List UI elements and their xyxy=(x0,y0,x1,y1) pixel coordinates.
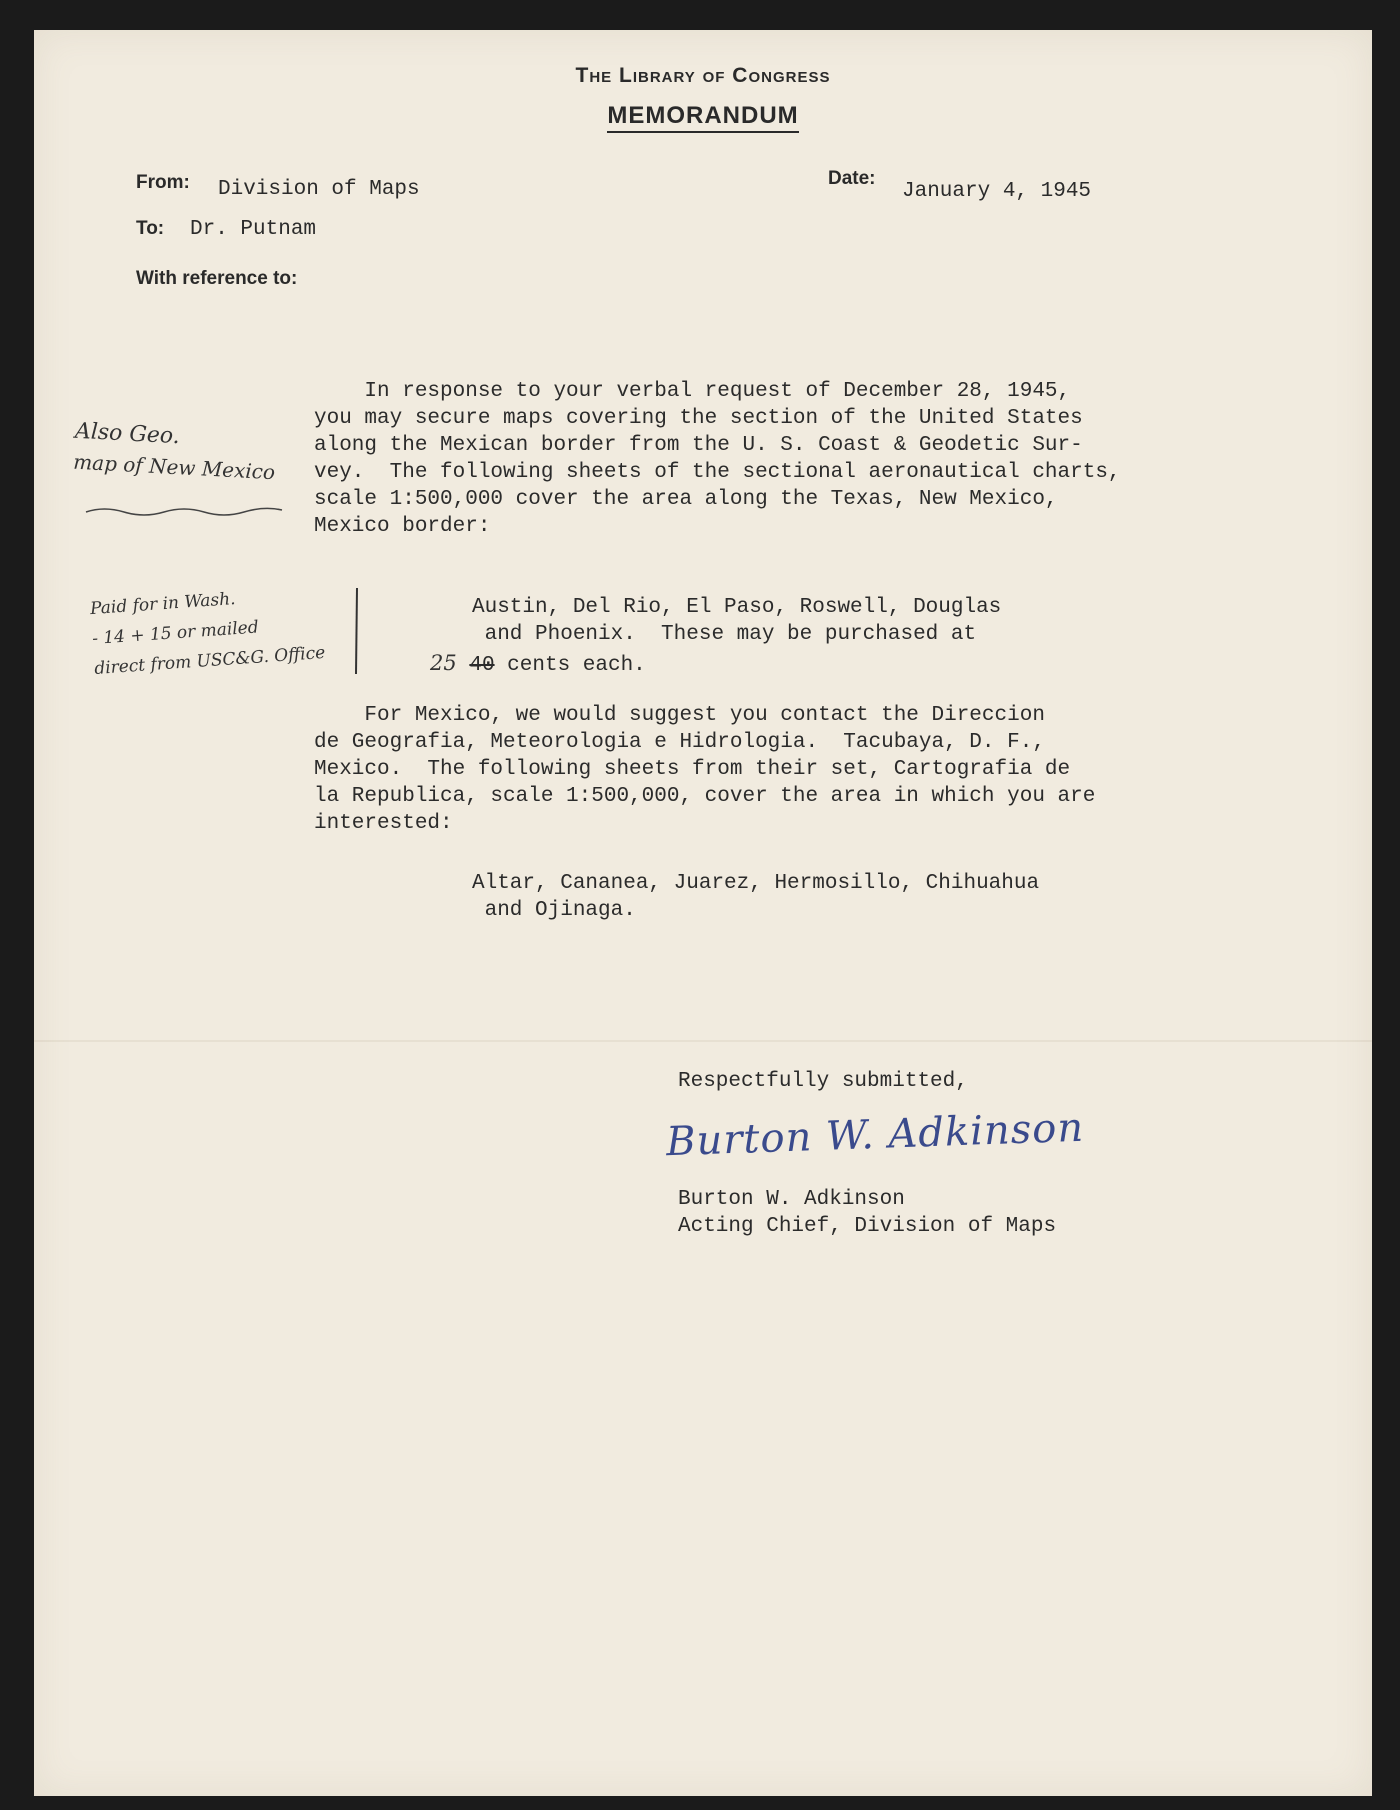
paragraph-line: la Republica, scale 1:500,000, cover the area in which you are xyxy=(314,785,1096,808)
paragraph-line: de Geografia, Meteorologia e Hidrologia. Tacubaya, D. F., xyxy=(314,731,1045,754)
institution-heading: The Library of Congress xyxy=(575,64,831,87)
squiggle-underline xyxy=(84,502,284,522)
note-line: Paid for in Wash. xyxy=(89,589,237,620)
paragraph-line: Mexico border: xyxy=(314,515,491,538)
list-line: Altar, Cananea, Juarez, Hermosillo, Chihuahua xyxy=(472,872,1040,895)
list-line: and Ojinaga. xyxy=(472,899,636,922)
list-line: and Phoenix. These may be purchased at xyxy=(472,623,977,646)
paragraph-line: along the Mexican border from the U. S. Coast & Geodetic Sur- xyxy=(314,434,1083,457)
memo-page xyxy=(34,30,1372,1796)
note-line: map of New Mexico xyxy=(72,449,276,485)
paragraph-line: scale 1:500,000 cover the area along the Texas, New Mexico, xyxy=(314,488,1058,511)
note-line: direct from USC&G. Office xyxy=(93,642,326,679)
closing-salutation: Respectfully submitted, xyxy=(678,1070,968,1093)
date-value: January 4, 1945 xyxy=(902,180,1092,203)
price-tail: cents each. xyxy=(494,654,646,677)
date-label: Date: xyxy=(828,168,876,189)
memorandum-title-text: MEMORANDUM xyxy=(607,102,798,133)
price-line xyxy=(430,648,646,679)
to-label: To: xyxy=(136,218,165,239)
paragraph-line: vey. The following sheets of the sectional aeronautical charts, xyxy=(314,461,1121,484)
from-label: From: xyxy=(136,172,190,193)
signer-title: Acting Chief, Division of Maps xyxy=(678,1215,1057,1238)
list-line: Austin, Del Rio, El Paso, Roswell, Douglas xyxy=(472,596,1002,619)
from-value: Division of Maps xyxy=(218,178,420,201)
reference-label: With reference to: xyxy=(136,268,298,289)
paragraph-line: For Mexico, we would suggest you contact the Direccion xyxy=(314,704,1045,727)
signer-name: Burton W. Adkinson xyxy=(678,1188,905,1211)
paragraph-line: you may secure maps covering the section of the United States xyxy=(314,407,1083,430)
paragraph-line: In response to your verbal request of December 28, 1945, xyxy=(314,380,1071,403)
margin-note-2 xyxy=(89,578,326,684)
note-line: Also Geo. xyxy=(74,418,181,450)
paragraph-line: Mexico. The following sheets from their set, Cartografia de xyxy=(314,758,1071,781)
paragraph-line: interested: xyxy=(314,812,453,835)
price-handwritten: 25 xyxy=(430,651,457,675)
margin-bracket-line xyxy=(352,586,362,676)
to-value: Dr. Putnam xyxy=(190,218,317,241)
signature: Burton W. Adkinson xyxy=(665,1104,1085,1166)
note-line: - 14 + 15 or mailed xyxy=(91,617,260,650)
margin-note-1 xyxy=(73,417,278,487)
fold-line xyxy=(34,1040,1372,1042)
memorandum-title xyxy=(34,102,1372,130)
price-struck: 40 xyxy=(469,654,495,677)
